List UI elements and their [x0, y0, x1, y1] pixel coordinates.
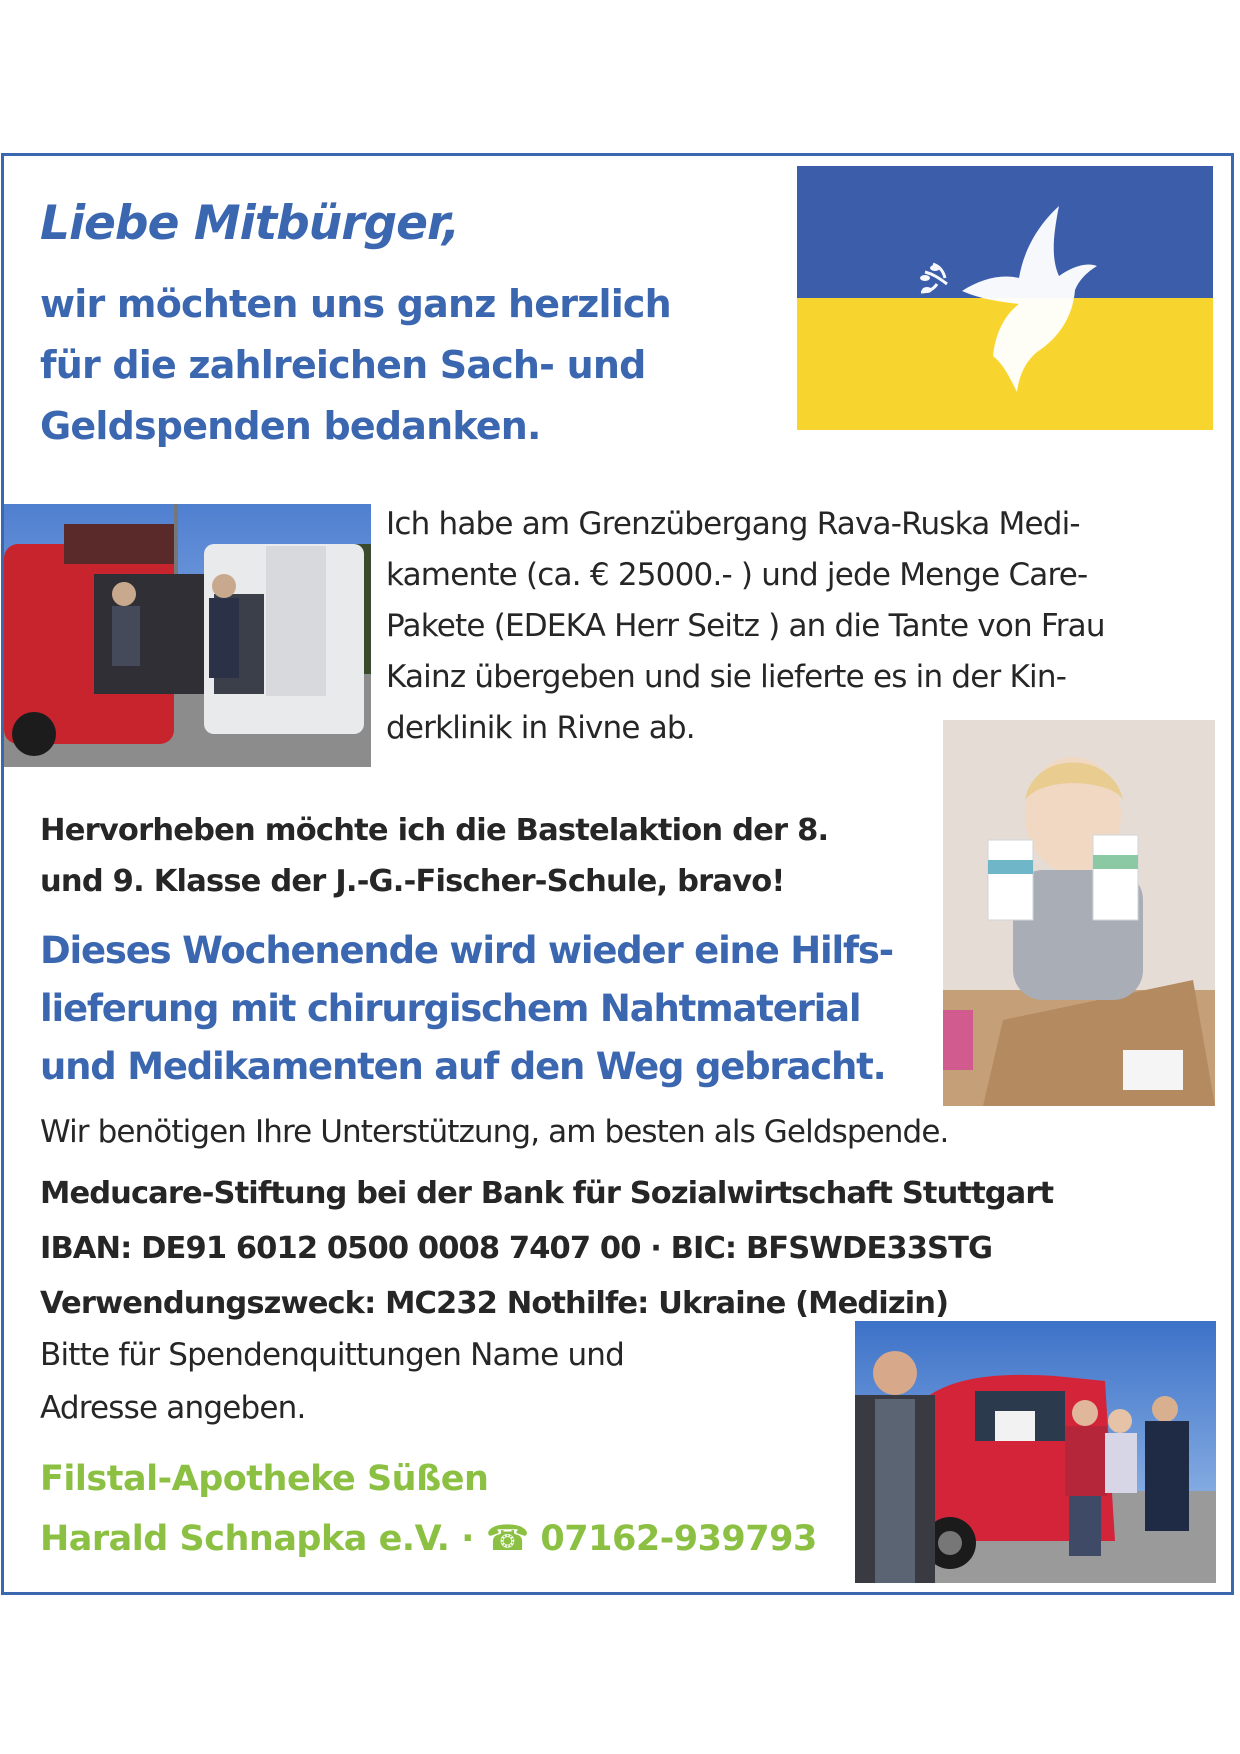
highlight-line: Hervorheben möchte ich die Bastelaktion der 8.	[40, 813, 829, 848]
thanks-message	[40, 274, 671, 457]
contact-line	[40, 1509, 817, 1569]
highlight-line: und 9. Klasse der J.-G.-Fischer-Schule, bravo!	[40, 864, 785, 899]
report-line: derklinik in Rivne ab.	[386, 710, 695, 746]
report-paragraph	[386, 499, 1196, 754]
announcement-line: Dieses Wochenende wird wieder eine Hilfs-	[40, 929, 893, 972]
support-request: Wir benötigen Ihre Unterstützung, am besten als Geldspende.	[40, 1114, 949, 1150]
receipt-line: Bitte für Spendenquittungen Name und	[40, 1337, 625, 1373]
report-line: Pakete (EDEKA Herr Seitz ) an die Tante von Frau	[386, 608, 1105, 644]
iban-bic-line: IBAN: DE91 6012 0500 0008 7407 00 · BIC: BFSWDE33STG	[40, 1231, 993, 1266]
contact-name: Harald Schnapka e.V. ·	[40, 1519, 486, 1559]
greeting-heading: Liebe Mitbürger,	[40, 196, 460, 251]
signature-block	[40, 1449, 817, 1569]
report-line: kamente (ca. € 25000.- ) und jede Menge Care-	[386, 557, 1088, 593]
report-line: Kainz übergeben und sie lieferte es in der Kin-	[386, 659, 1067, 695]
delivery-announcement	[40, 922, 893, 1096]
receipt-note	[40, 1329, 624, 1435]
bank-name-line: Meducare-Stiftung bei der Bank für Sozialwirtschaft Stuttgart	[40, 1176, 1054, 1211]
phone-number: 07162-939793	[528, 1519, 817, 1559]
child-with-medicine-photo	[943, 720, 1215, 1106]
group-with-red-van-photo	[855, 1321, 1216, 1583]
purpose-line: Verwendungszweck: MC232 Nothilfe: Ukraine (Medizin)	[40, 1286, 949, 1321]
vans-loading-photo	[4, 504, 371, 767]
bank-details	[40, 1166, 1053, 1331]
school-highlight	[40, 805, 828, 907]
phone-icon: ☎	[485, 1519, 529, 1559]
pharmacy-name: Filstal-Apotheke Süßen	[40, 1459, 489, 1499]
ukraine-flag-dove-image	[797, 166, 1213, 430]
receipt-line: Adresse angeben.	[40, 1390, 306, 1426]
thanks-line: Geldspenden bedanken.	[40, 404, 541, 448]
report-line: Ich habe am Grenzübergang Rava-Ruska Medi-	[386, 506, 1080, 542]
thanks-line: für die zahlreichen Sach- und	[40, 343, 646, 387]
announcement-line: und Medikamenten auf den Weg gebracht.	[40, 1045, 886, 1088]
thanks-line: wir möchten uns ganz herzlich	[40, 282, 671, 326]
announcement-line: lieferung mit chirurgischem Nahtmaterial	[40, 987, 861, 1030]
